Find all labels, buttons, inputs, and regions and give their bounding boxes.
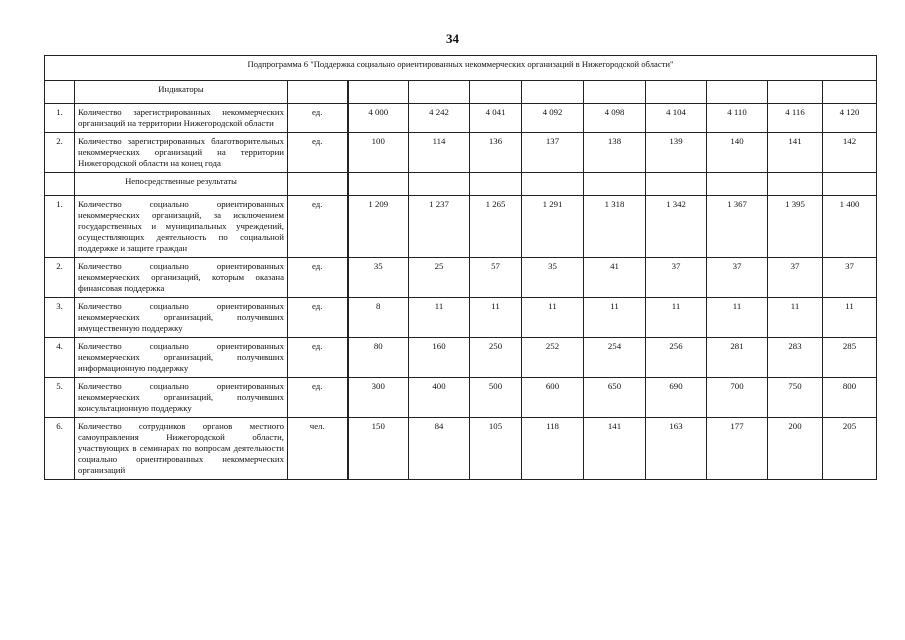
value-cell: 80 <box>348 338 409 378</box>
indicator-name: Количество социально ориентированных некоммерческих организаций, за исключением государственных и муниципальных учреждений, осуществляющих деятельность по социальной поддержке и защите граждан <box>75 196 288 258</box>
value-cell: 1 400 <box>823 196 877 258</box>
subprogram-title: Подпрограмма 6 "Поддержка социально ориентированных некоммерческих организаций в Нижегородской области" <box>45 56 877 81</box>
value-cell: 1 209 <box>348 196 409 258</box>
table-row <box>45 196 877 258</box>
value-cell: 37 <box>646 258 707 298</box>
empty-cell <box>470 81 522 104</box>
section-row <box>45 173 877 196</box>
value-cell: 650 <box>584 378 646 418</box>
empty-cell <box>707 81 768 104</box>
value-cell: 118 <box>522 418 584 480</box>
indicators-table <box>44 55 877 480</box>
row-number: 1. <box>45 196 75 258</box>
value-cell: 37 <box>707 258 768 298</box>
empty-cell <box>646 173 707 196</box>
empty-cell <box>409 173 470 196</box>
value-cell: 300 <box>348 378 409 418</box>
value-cell: 35 <box>348 258 409 298</box>
value-cell: 11 <box>768 298 823 338</box>
value-cell: 250 <box>470 338 522 378</box>
section-row <box>45 81 877 104</box>
value-cell: 100 <box>348 133 409 173</box>
value-cell: 136 <box>470 133 522 173</box>
unit-cell: ед. <box>288 196 348 258</box>
row-number: 2. <box>45 133 75 173</box>
value-cell: 177 <box>707 418 768 480</box>
value-cell: 11 <box>584 298 646 338</box>
empty-cell <box>823 81 877 104</box>
value-cell: 57 <box>470 258 522 298</box>
row-number: 5. <box>45 378 75 418</box>
unit-cell: ед. <box>288 133 348 173</box>
value-cell: 25 <box>409 258 470 298</box>
indicator-name: Количество зарегистрированных благотворительных некоммерческих организаций на территории Нижегородской области на конец года <box>75 133 288 173</box>
unit-cell: чел. <box>288 418 348 480</box>
empty-cell <box>470 173 522 196</box>
empty-cell <box>348 81 409 104</box>
table-row <box>45 338 877 378</box>
value-cell: 11 <box>707 298 768 338</box>
page-number: 34 <box>446 31 459 46</box>
value-cell: 139 <box>646 133 707 173</box>
empty-cell <box>707 173 768 196</box>
value-cell: 1 291 <box>522 196 584 258</box>
section-spacer-cell <box>45 81 75 104</box>
value-cell: 41 <box>584 258 646 298</box>
value-cell: 142 <box>823 133 877 173</box>
value-cell: 8 <box>348 298 409 338</box>
value-cell: 141 <box>584 418 646 480</box>
table-row <box>45 133 877 173</box>
value-cell: 4 120 <box>823 104 877 133</box>
empty-cell <box>348 173 409 196</box>
section-spacer-cell <box>45 173 75 196</box>
empty-cell <box>823 173 877 196</box>
value-cell: 205 <box>823 418 877 480</box>
empty-cell <box>288 173 348 196</box>
value-cell: 400 <box>409 378 470 418</box>
value-cell: 4 092 <box>522 104 584 133</box>
value-cell: 11 <box>409 298 470 338</box>
row-number: 3. <box>45 298 75 338</box>
indicator-name: Количество сотрудников органов местного самоуправления Нижегородской области, участвующих в семинарах по вопросам деятельности социально ориентированных некоммерческих организаций <box>75 418 288 480</box>
indicator-name: Количество социально ориентированных некоммерческих организаций, получивших консультационную поддержку <box>75 378 288 418</box>
row-number: 6. <box>45 418 75 480</box>
value-cell: 4 116 <box>768 104 823 133</box>
value-cell: 1 367 <box>707 196 768 258</box>
value-cell: 140 <box>707 133 768 173</box>
value-cell: 163 <box>646 418 707 480</box>
value-cell: 256 <box>646 338 707 378</box>
table-row <box>45 378 877 418</box>
empty-cell <box>584 173 646 196</box>
empty-cell <box>646 81 707 104</box>
value-cell: 285 <box>823 338 877 378</box>
value-cell: 600 <box>522 378 584 418</box>
table-row <box>45 104 877 133</box>
empty-cell <box>768 81 823 104</box>
unit-cell: ед. <box>288 338 348 378</box>
table-row <box>45 298 877 338</box>
empty-cell <box>288 81 348 104</box>
value-cell: 138 <box>584 133 646 173</box>
section-heading: Непосредственные результаты <box>75 173 288 196</box>
value-cell: 11 <box>646 298 707 338</box>
indicator-name: Количество социально ориентированных некоммерческих организаций, получивших имущественную поддержку <box>75 298 288 338</box>
value-cell: 160 <box>409 338 470 378</box>
value-cell: 4 098 <box>584 104 646 133</box>
empty-cell <box>584 81 646 104</box>
value-cell: 114 <box>409 133 470 173</box>
value-cell: 700 <box>707 378 768 418</box>
empty-cell <box>522 81 584 104</box>
empty-cell <box>768 173 823 196</box>
indicator-name: Количество социально ориентированных некоммерческих организаций, получивших информационную поддержку <box>75 338 288 378</box>
unit-cell: ед. <box>288 258 348 298</box>
value-cell: 1 237 <box>409 196 470 258</box>
value-cell: 105 <box>470 418 522 480</box>
value-cell: 141 <box>768 133 823 173</box>
value-cell: 11 <box>522 298 584 338</box>
value-cell: 4 000 <box>348 104 409 133</box>
value-cell: 4 110 <box>707 104 768 133</box>
title-row <box>45 56 877 81</box>
value-cell: 283 <box>768 338 823 378</box>
row-number: 4. <box>45 338 75 378</box>
indicator-name: Количество социально ориентированных некоммерческих организаций, которым оказана финансовая поддержка <box>75 258 288 298</box>
value-cell: 150 <box>348 418 409 480</box>
unit-cell: ед. <box>288 104 348 133</box>
value-cell: 4 041 <box>470 104 522 133</box>
value-cell: 11 <box>470 298 522 338</box>
row-number: 1. <box>45 104 75 133</box>
unit-cell: ед. <box>288 378 348 418</box>
indicator-name: Количество зарегистрированных некоммерческих организаций на территории Нижегородской области <box>75 104 288 133</box>
value-cell: 500 <box>470 378 522 418</box>
value-cell: 35 <box>522 258 584 298</box>
value-cell: 11 <box>823 298 877 338</box>
value-cell: 800 <box>823 378 877 418</box>
value-cell: 4 104 <box>646 104 707 133</box>
empty-cell <box>522 173 584 196</box>
value-cell: 200 <box>768 418 823 480</box>
value-cell: 252 <box>522 338 584 378</box>
empty-cell <box>409 81 470 104</box>
row-number: 2. <box>45 258 75 298</box>
value-cell: 4 242 <box>409 104 470 133</box>
value-cell: 690 <box>646 378 707 418</box>
unit-cell: ед. <box>288 298 348 338</box>
value-cell: 1 395 <box>768 196 823 258</box>
value-cell: 84 <box>409 418 470 480</box>
value-cell: 281 <box>707 338 768 378</box>
table-row <box>45 418 877 480</box>
value-cell: 750 <box>768 378 823 418</box>
value-cell: 254 <box>584 338 646 378</box>
value-cell: 1 318 <box>584 196 646 258</box>
value-cell: 37 <box>823 258 877 298</box>
section-heading: Индикаторы <box>75 81 288 104</box>
value-cell: 137 <box>522 133 584 173</box>
value-cell: 1 265 <box>470 196 522 258</box>
table-row <box>45 258 877 298</box>
value-cell: 37 <box>768 258 823 298</box>
value-cell: 1 342 <box>646 196 707 258</box>
